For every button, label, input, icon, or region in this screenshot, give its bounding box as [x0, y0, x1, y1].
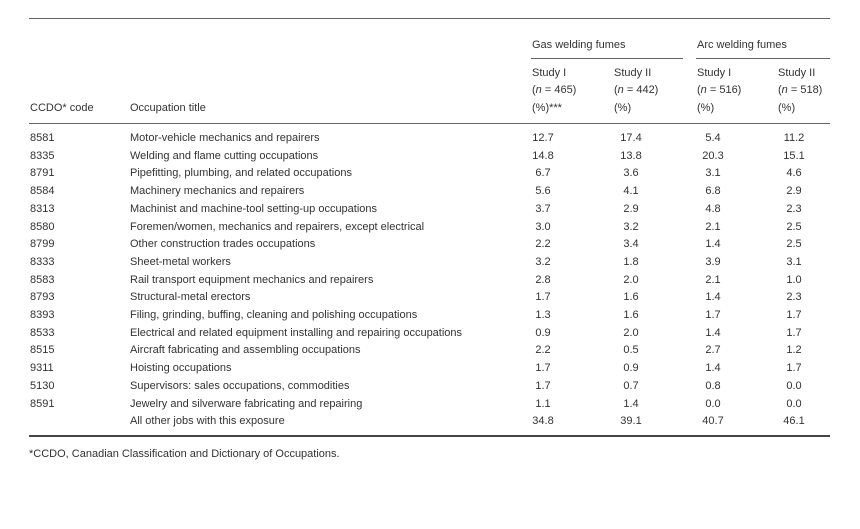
ccdo-code-cell: 5130: [30, 379, 55, 392]
table-row: [0, 235, 860, 253]
table-row: [0, 200, 860, 218]
arc-study2-cell: 1.2: [786, 344, 802, 357]
arc-study1-cell: 20.3: [702, 149, 724, 162]
table-row: [0, 288, 860, 306]
gas-study2-cell: 3.4: [623, 238, 639, 251]
table-row: [0, 253, 860, 271]
gas-study1-header: Study I: [532, 67, 567, 79]
gas-study1-cell: 3.2: [535, 255, 551, 268]
ccdo-code-cell: 9311: [30, 362, 54, 375]
occupation-title-cell: Motor-vehicle mechanics and repairers: [130, 132, 320, 144]
gas-study1-cell: 3.0: [535, 220, 551, 233]
arc-study1-cell: 1.7: [705, 309, 721, 321]
arc-study2-n: (n = 518): [778, 84, 823, 96]
arc-study1-cell: 5.4: [705, 132, 721, 144]
gas-study2-n: (n = 442): [614, 84, 659, 96]
gas-study2-cell: 2.9: [623, 202, 639, 215]
table-footnote: *CCDO, Canadian Classification and Dictionary of Occupations.: [29, 448, 340, 460]
occupation-title-cell: Foremen/women, mechanics and repairers, except electrical: [130, 220, 425, 233]
gas-study2-cell: 39.1: [620, 415, 642, 428]
arc-study2-cell: 1.7: [786, 309, 802, 321]
occupation-title-cell: Hoisting occupations: [130, 362, 232, 375]
ccdo-code-cell: 8793: [30, 291, 55, 304]
ccdo-code-cell: 8533: [30, 326, 55, 339]
arc-study1-unit: (%): [697, 102, 715, 114]
arc-study2-cell: 2.3: [786, 291, 802, 304]
arc-study1-cell: 1.4: [705, 238, 721, 251]
occupation-title-cell: Pipefitting, plumbing, and related occupations: [130, 167, 352, 180]
gas-study2-cell: 13.8: [620, 149, 642, 162]
gas-study2-cell: 1.6: [623, 291, 639, 304]
arc-study2-cell: 2.5: [786, 238, 802, 251]
ccdo-code-cell: 8333: [30, 255, 55, 268]
arc-study1-cell: 4.8: [705, 202, 721, 215]
gas-study1-cell: 34.8: [532, 415, 554, 428]
ccdo-code-cell: 8591: [30, 397, 55, 410]
gas-study1-cell: 12.7: [532, 132, 554, 144]
arc-study2-cell: 4.6: [786, 167, 802, 180]
gas-study2-cell: 2.0: [623, 273, 639, 286]
ccdo-code-cell: 8791: [30, 167, 55, 180]
table-row: [0, 341, 860, 359]
arc-study2-cell: 2.5: [786, 220, 802, 233]
arc-study1-cell: 0.0: [705, 397, 721, 410]
gas-study1-n: (n = 465): [532, 84, 577, 96]
arc-study2-header: Study II: [778, 67, 816, 79]
ccdo-code-cell: 8799: [30, 238, 55, 251]
gas-study2-cell: 3.6: [623, 167, 639, 180]
table-bottom-rule: [29, 435, 830, 437]
occupation-title-cell: Welding and flame cutting occupations: [130, 149, 319, 162]
table-row: [0, 377, 860, 395]
gas-study2-unit: (%): [614, 102, 632, 114]
arc-study1-cell: 3.9: [705, 255, 721, 268]
table-row: [0, 412, 860, 430]
gas-study2-cell: 2.0: [623, 326, 639, 339]
gas-study1-unit: (%)***: [532, 102, 562, 114]
arc-study2-cell: 2.9: [786, 185, 802, 198]
gas-study1-cell: 6.7: [535, 167, 551, 180]
ccdo-code-cell: 8313: [30, 202, 55, 215]
gas-study2-cell: 4.1: [623, 185, 639, 198]
occupation-title-cell: Aircraft fabricating and assembling occupations: [130, 344, 361, 357]
arc-study1-cell: 0.8: [705, 379, 721, 392]
gas-study1-cell: 14.8: [532, 149, 554, 162]
ccdo-code-cell: 8584: [30, 185, 55, 198]
occupation-title-cell: Rail transport equipment mechanics and repairers: [130, 273, 374, 286]
arc-study2-cell: 0.0: [786, 379, 802, 392]
gas-study1-cell: 5.6: [535, 185, 551, 198]
gas-study1-cell: 1.7: [535, 362, 551, 375]
table-row: [0, 218, 860, 236]
occupation-title-cell: Sheet-metal workers: [130, 255, 231, 268]
table-row: [0, 324, 860, 342]
header-bottom-rule: [29, 123, 830, 124]
arc-welding-group-header: Arc welding fumes: [697, 39, 787, 51]
arc-study1-cell: 2.7: [705, 344, 721, 357]
occupation-title-header: Occupation title: [130, 102, 206, 114]
ccdo-code-cell: 8335: [30, 149, 55, 162]
table-row: [0, 359, 860, 377]
occupation-title-cell: Supervisors: sales occupations, commodities: [130, 379, 350, 392]
arc-study1-cell: 2.1: [705, 220, 721, 233]
arc-study1-cell: 2.1: [705, 273, 721, 286]
arc-study2-cell: 2.3: [786, 202, 802, 215]
gas-study1-cell: 2.2: [535, 238, 551, 251]
ccdo-code-cell: 8580: [30, 220, 55, 233]
arc-study1-cell: 3.1: [705, 167, 721, 180]
arc-study1-cell: 1.4: [705, 291, 721, 304]
gas-study1-cell: 0.9: [535, 326, 551, 339]
ccdo-code-cell: 8583: [30, 273, 55, 286]
arc-study1-n: (n = 516): [697, 84, 742, 96]
table-row: [0, 129, 860, 147]
gas-study2-cell: 3.2: [623, 220, 639, 233]
gas-study1-cell: 1.7: [535, 291, 551, 304]
table-row: [0, 164, 860, 182]
table-row: [0, 271, 860, 289]
gas-study2-cell: 0.5: [623, 344, 639, 357]
table-row: [0, 395, 860, 413]
gas-study1-cell: 2.8: [535, 273, 551, 286]
occupation-title-cell: Jewelry and silverware fabricating and repairing: [130, 397, 363, 410]
arc-study2-cell: 11.2: [783, 132, 805, 144]
gas-study2-cell: 1.8: [623, 255, 639, 268]
gas-study2-cell: 17.4: [620, 132, 642, 144]
arc-group-underline: [696, 58, 830, 59]
gas-study1-cell: 1.3: [535, 309, 551, 321]
table-row: [0, 147, 860, 165]
arc-study2-cell: 15.1: [783, 149, 805, 162]
ccdo-code-cell: 8581: [30, 132, 55, 144]
table-row: [0, 306, 860, 324]
gas-study1-cell: 3.7: [535, 202, 551, 215]
arc-study2-unit: (%): [778, 102, 796, 114]
arc-study1-cell: 6.8: [705, 185, 721, 198]
arc-study2-cell: 1.0: [786, 273, 802, 286]
table-row: [0, 182, 860, 200]
arc-study1-cell: 1.4: [705, 362, 721, 375]
occupation-title-cell: Other construction trades occupations: [130, 238, 316, 251]
gas-study2-cell: 0.7: [623, 379, 639, 392]
arc-study2-cell: 0.0: [786, 397, 802, 410]
arc-study2-cell: 1.7: [786, 362, 802, 375]
gas-study2-cell: 1.6: [623, 309, 639, 321]
gas-welding-group-header: Gas welding fumes: [532, 39, 626, 51]
gas-study1-cell: 1.1: [535, 397, 551, 410]
gas-study1-cell: 2.2: [535, 344, 551, 357]
arc-study2-cell: 3.1: [786, 255, 802, 268]
arc-study1-header: Study I: [697, 67, 732, 79]
occupation-title-cell: Filing, grinding, buffing, cleaning and polishing occupations: [130, 309, 418, 321]
gas-study2-header: Study II: [614, 67, 652, 79]
arc-study2-cell: 1.7: [786, 326, 802, 339]
gas-group-underline: [531, 58, 683, 59]
arc-study2-cell: 46.1: [783, 415, 805, 428]
occupation-title-cell: Machinery mechanics and repairers: [130, 185, 305, 198]
gas-study2-cell: 0.9: [623, 362, 639, 375]
occupation-title-cell: Machinist and machine-tool setting-up occupations: [130, 202, 378, 215]
ccdo-code-cell: 8393: [30, 309, 55, 321]
table-top-rule: [29, 18, 830, 19]
ccdo-code-header: CCDO* code: [30, 102, 94, 114]
gas-study2-cell: 1.4: [623, 397, 639, 410]
occupation-title-cell: Structural-metal erectors: [130, 291, 251, 304]
gas-study1-cell: 1.7: [535, 379, 551, 392]
occupation-title-cell: Electrical and related equipment installing and repairing occupations: [130, 326, 463, 339]
ccdo-code-cell: 8515: [30, 344, 55, 357]
occupation-title-cell: All other jobs with this exposure: [130, 415, 285, 428]
arc-study1-cell: 1.4: [705, 326, 721, 339]
arc-study1-cell: 40.7: [702, 415, 724, 428]
